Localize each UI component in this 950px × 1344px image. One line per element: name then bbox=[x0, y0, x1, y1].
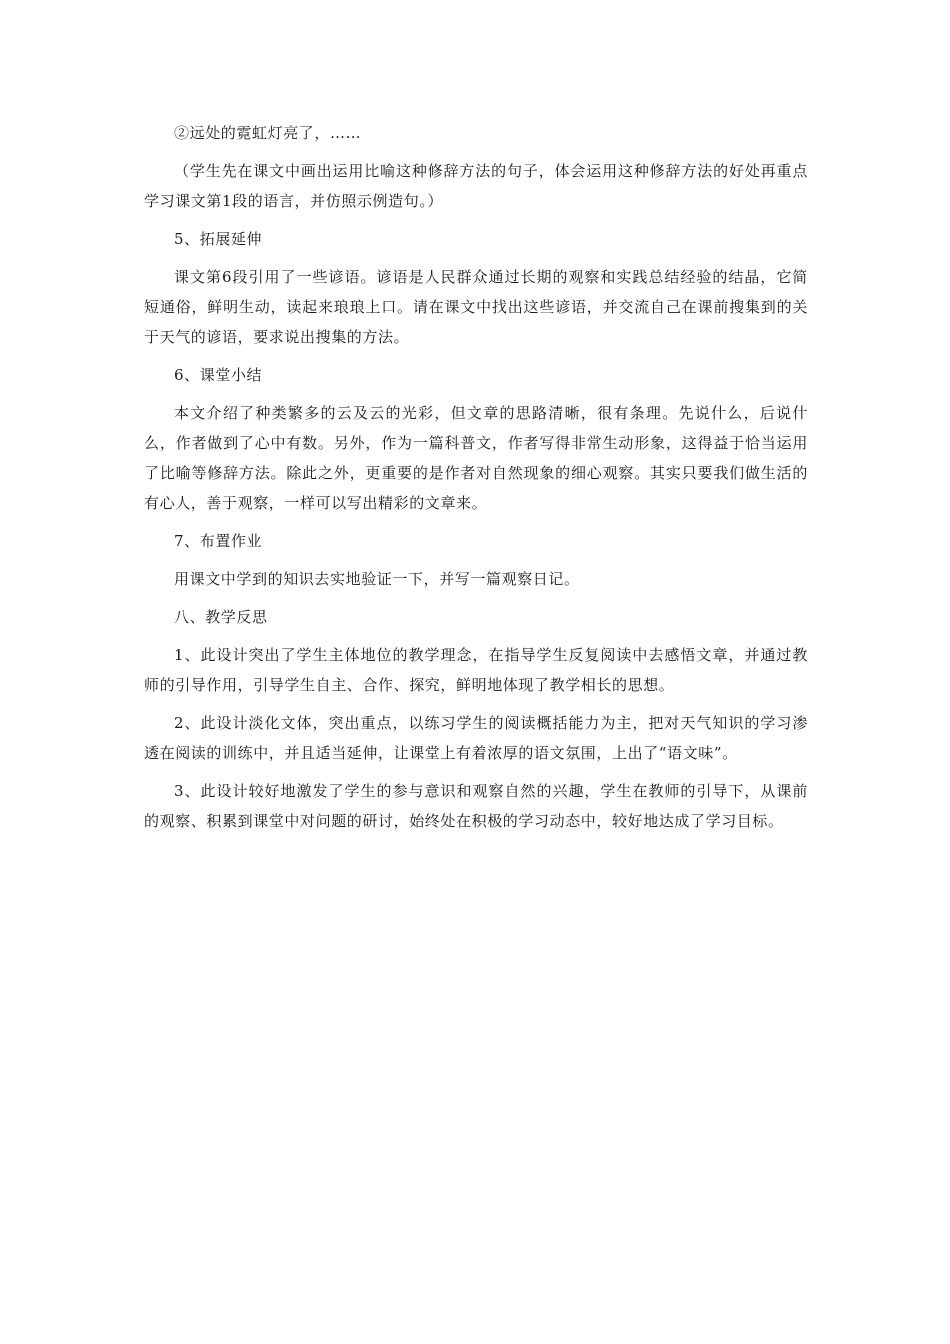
section-heading-extension: 5、拓展延伸 bbox=[174, 230, 263, 248]
section-heading-reflection: 八、教学反思 bbox=[174, 608, 268, 626]
reflection-item-1: 1、此设计突出了学生主体地位的教学理念，在指导学生反复阅读中去感悟文章，并通过教师的引导作用，引导学生自主、合作、探究，鲜明地体现了教学相长的思想。 bbox=[144, 646, 808, 694]
homework-paragraph: 用课文中学到的知识去实地验证一下，并写一篇观察日记。 bbox=[174, 570, 580, 588]
extension-paragraph: 课文第6段引用了一些谚语。谚语是人民群众通过长期的观察和实践总结经验的结晶，它简短通俗，鲜明生动，读起来琅琅上口。请在课文中找出这些谚语，并交流自己在课前搜集到的关于天气的谚语，要求说出搜集的方法。 bbox=[144, 268, 808, 346]
section-heading-summary: 6、课堂小结 bbox=[174, 366, 263, 384]
summary-paragraph: 本文介绍了种类繁多的云及云的光彩，但文章的思路清晰，很有条理。先说什么，后说什么，作者做到了心中有数。另外，作为一篇科普文，作者写得非常生动形象，这得益于恰当运用了比喻等修辞方法。除此之外，更重要的是作者对自然现象的细心观察。其实只要我们做生活的有心人，善于观察，一样可以写出精彩的文章来。 bbox=[144, 404, 808, 512]
section-heading-homework: 7、布置作业 bbox=[174, 532, 263, 550]
reflection-item-2: 2、此设计淡化文体，突出重点，以练习学生的阅读概括能力为主，把对天气知识的学习渗透在阅读的训练中，并且适当延伸，让课堂上有着浓厚的语文氛围，上出了“语文味”。 bbox=[144, 714, 808, 762]
document-body bbox=[144, 118, 808, 844]
example-sentence: ②远处的霓虹灯亮了，…… bbox=[174, 124, 362, 142]
instruction-note: （学生先在课文中画出运用比喻这种修辞方法的句子，体会运用这种修辞方法的好处再重点学习课文第1段的语言，并仿照示例造句。） bbox=[144, 162, 808, 210]
reflection-item-3: 3、此设计较好地激发了学生的参与意识和观察自然的兴趣，学生在教师的引导下，从课前的观察、积累到课堂中对问题的研讨，始终处在积极的学习动态中，较好地达成了学习目标。 bbox=[144, 782, 808, 830]
